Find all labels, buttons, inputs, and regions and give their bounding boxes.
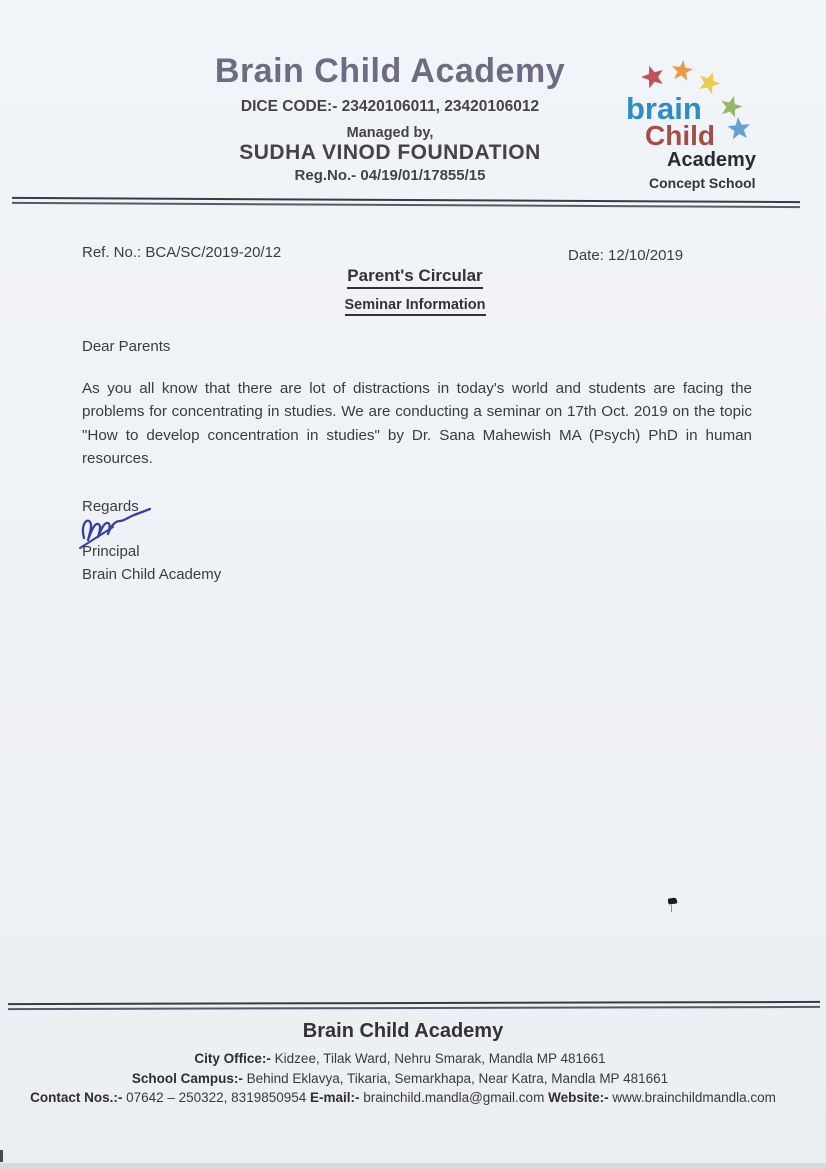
dice-code-text: DICE CODE:- 23420106011, 23420106012 bbox=[240, 98, 540, 115]
school-campus-label: School Campus:- bbox=[131, 1071, 243, 1086]
city-office-value: Kidzee, Tilak Ward, Nehru Smarak, Mandla MP 481661 bbox=[270, 1051, 606, 1066]
school-campus-value: Behind Eklavya, Tikaria, Semarkhapa, Near Katra, Mandla MP 481661 bbox=[242, 1071, 669, 1086]
star-icon bbox=[670, 59, 694, 82]
email-label: E-mail:- bbox=[310, 1090, 360, 1105]
scan-edge-mark bbox=[0, 1150, 3, 1162]
paragraph-line: resources. bbox=[82, 450, 153, 468]
signatory-organization: Brain Child Academy bbox=[82, 566, 222, 583]
school-logo bbox=[618, 45, 803, 195]
managed-by-text: Managed by, bbox=[346, 125, 434, 141]
logo-tagline: Concept School bbox=[649, 175, 756, 191]
star-icon bbox=[638, 62, 666, 90]
star-icon bbox=[718, 93, 744, 119]
footer-school-name: Brain Child Academy bbox=[302, 1020, 504, 1042]
scan-edge-bottom bbox=[0, 1163, 826, 1169]
letterhead-header bbox=[90, 52, 690, 184]
letter-date: Date: 12/10/2019 bbox=[568, 247, 684, 264]
ink-speck bbox=[668, 897, 678, 904]
reference-number: Ref. No.: BCA/SC/2019-20/12 bbox=[82, 244, 282, 261]
footer-city-office-line bbox=[0, 1051, 800, 1066]
website-label: Website:- bbox=[548, 1090, 609, 1105]
closing-word: Regards bbox=[82, 498, 139, 515]
registration-number: Reg.No.- 04/19/01/17855/15 bbox=[294, 167, 486, 184]
ink-speck-tail bbox=[671, 905, 672, 912]
circular-title: Parent's Circular bbox=[0, 266, 826, 289]
body-paragraph bbox=[82, 380, 752, 474]
logo-word-academy: Academy bbox=[667, 149, 756, 171]
paragraph-line: As you all know that there are lot of distractions in today's world and students are facing the bbox=[82, 380, 752, 397]
city-office-label: City Office:- bbox=[194, 1051, 271, 1066]
logo-word-brain: brain bbox=[626, 91, 702, 126]
contact-label: Contact Nos.:- bbox=[30, 1090, 123, 1105]
header-divider-rule bbox=[12, 197, 800, 209]
footer-school-campus-line bbox=[0, 1071, 800, 1086]
paragraph-line: problems for concentrating in studies. We are conducting a seminar on 17th Oct. 2019 on the topic bbox=[82, 403, 752, 421]
footer-divider-rule bbox=[8, 1001, 820, 1011]
website-value: www.brainchildmandla.com bbox=[608, 1090, 776, 1105]
circular-titles bbox=[0, 266, 826, 316]
foundation-name: SUDHA VINOD FOUNDATION bbox=[239, 141, 541, 164]
signatory-title: Principal bbox=[82, 543, 140, 560]
circular-subtitle: Seminar Information bbox=[0, 296, 826, 316]
paragraph-line: "How to develop concentration in studies" by Dr. Sana Mahewish MA (Psych) PhD in human bbox=[82, 426, 752, 444]
contact-value: 07642 – 250322, 8319850954 bbox=[122, 1090, 311, 1105]
star-icon bbox=[727, 116, 752, 140]
logo-word-child: Child bbox=[645, 120, 715, 151]
footer-contact-line bbox=[0, 1090, 806, 1105]
salutation: Dear Parents bbox=[82, 338, 171, 355]
email-value: brainchild.mandla@gmail.com bbox=[359, 1090, 549, 1105]
school-name-title: Brain Child Academy bbox=[214, 52, 566, 90]
